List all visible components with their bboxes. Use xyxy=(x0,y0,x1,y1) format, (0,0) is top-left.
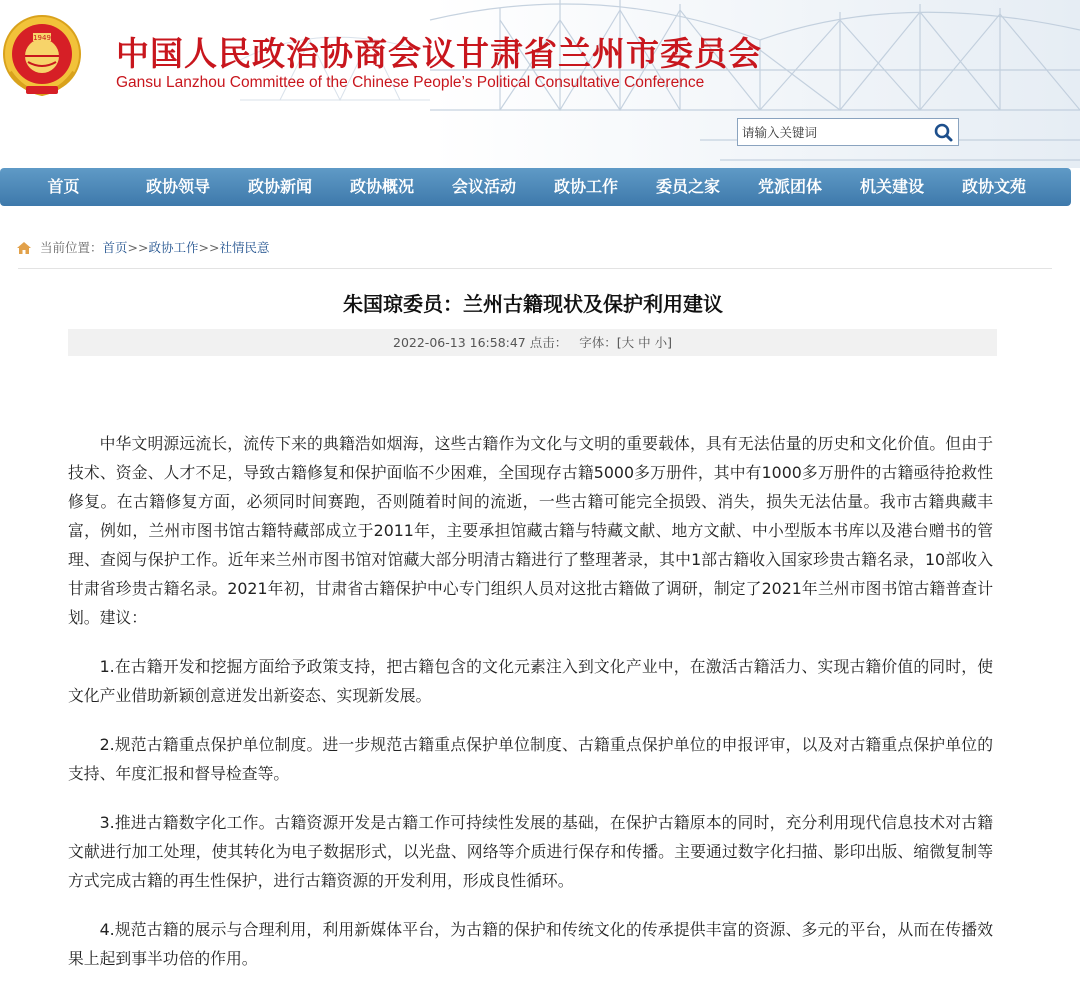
breadcrumb-separator: >> xyxy=(198,240,220,255)
search-input[interactable] xyxy=(738,119,928,145)
breadcrumb-separator: >> xyxy=(127,240,149,255)
nav-item-overview[interactable]: 政协概况 xyxy=(349,177,414,196)
breadcrumb-work[interactable]: 政协工作 xyxy=(148,240,199,255)
font-size-medium[interactable]: 中 xyxy=(638,335,651,350)
site-header xyxy=(0,0,1080,168)
divider xyxy=(18,268,1052,269)
nav-item-meetings[interactable]: 会议活动 xyxy=(451,177,516,196)
nav-item-home[interactable]: 首页 xyxy=(47,177,80,196)
cppcc-emblem-logo xyxy=(2,12,82,98)
nav-item-parties[interactable]: 党派团体 xyxy=(757,177,822,196)
article-datetime: 2022-06-13 16:58:47 xyxy=(393,335,526,350)
article-body xyxy=(68,429,993,993)
breadcrumb xyxy=(16,238,269,258)
article-meta xyxy=(68,329,997,356)
nav-item-organ[interactable]: 机关建设 xyxy=(859,177,924,196)
article-title: 朱国琼委员：兰州古籍现状及保护利用建议 xyxy=(343,292,723,316)
font-size-large[interactable]: 大 xyxy=(621,335,635,350)
nav-item-members[interactable]: 委员之家 xyxy=(655,177,720,196)
article-paragraph: 3.推进古籍数字化工作。古籍资源开发是古籍工作可持续性发展的基础，在保护古籍原本的同时，充分利用现代信息技术对古籍文献进行加工处理，使其转化为电子数据形式，以光盘、网络等介质进行保存和传播。主要通过数字化扫描、影印出版、缩微复制等方式完成古籍的再生性保护，进行古籍资源的开发利用，形成良性循环。 xyxy=(68,813,993,890)
article-paragraph: 中华文明源远流长，流传下来的典籍浩如烟海，这些古籍作为文化与文明的重要载体，具有无法估量的历史和文化价值。但由于技术、资金、人才不足，导致古籍修复和保护面临不少困难，全国现存古籍5000多万册件，其中有1000多万册件的古籍亟待抢救性修复。在古籍修复方面，必须同时间赛跑，否则随着时间的流逝，一些古籍可能完全损毁、消失，损失无法估量。我市古籍典藏丰富，例如，兰州市图书馆古籍特藏部成立于2011年，主要承担馆藏古籍与特藏文献、地方文献、中小型版本书库以及港台赠书的管理、查阅与保护工作。近年来兰州市图书馆对馆藏大部分明清古籍进行了整理著录，其中1部古籍收入国家珍贵古籍名录，10部收入甘肃省珍贵古籍名录。2021年初，甘肃省古籍保护中心专门组织人员对这批古籍做了调研，制定了2021年兰州市图书馆古籍普查计划。建议： xyxy=(68,434,993,627)
article-clicks-label: 点击： xyxy=(529,335,568,350)
font-size-bracket: ] xyxy=(667,335,672,350)
main-nav xyxy=(0,168,1071,206)
site-title-chinese: 中国人民政治协商会议甘肃省兰州市委员会 xyxy=(116,34,762,73)
font-size-label: 字体： xyxy=(579,335,617,350)
font-size-small[interactable]: 小 xyxy=(654,335,668,350)
breadcrumb-prefix: 当前位置： xyxy=(40,240,103,255)
home-icon xyxy=(16,241,32,255)
nav-item-work[interactable]: 政协工作 xyxy=(553,177,618,196)
nav-item-news[interactable]: 政协新闻 xyxy=(247,177,312,196)
search-box xyxy=(737,118,959,146)
nav-item-leaders[interactable]: 政协领导 xyxy=(145,177,210,196)
font-size-bracket: [ xyxy=(616,335,622,350)
site-title-english: Gansu Lanzhou Committee of the Chinese People’s Political Consultative Conference xyxy=(116,74,705,91)
nav-item-literature[interactable]: 政协文苑 xyxy=(961,177,1026,196)
article-paragraph: 4.规范古籍的展示与合理利用，利用新媒体平台，为古籍的保护和传统文化的传承提供丰富的资源、多元的平台，从而在传播效果上起到事半功倍的作用。 xyxy=(68,920,993,968)
breadcrumb-home[interactable]: 首页 xyxy=(102,240,128,255)
article-paragraph: 2.规范古籍重点保护单位制度。进一步规范古籍重点保护单位制度、古籍重点保护单位的申报评审，以及对古籍重点保护单位的支持、年度汇报和督导检查等。 xyxy=(68,735,993,783)
search-icon[interactable] xyxy=(932,121,956,143)
article-paragraph: 1.在古籍开发和挖掘方面给予政策支持，把古籍包含的文化元素注入到文化产业中，在激活古籍活力、实现古籍价值的同时，使文化产业借助新颖创意迸发出新姿态、实现新发展。 xyxy=(68,657,993,705)
breadcrumb-opinions[interactable]: 社情民意 xyxy=(219,240,270,255)
svg-text:1949: 1949 xyxy=(33,34,51,42)
